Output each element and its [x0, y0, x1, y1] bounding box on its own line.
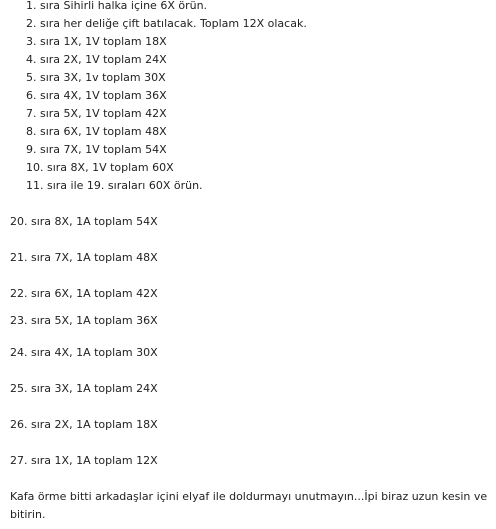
instruction-row: 25. sıra 3X, 1A toplam 24X	[10, 382, 158, 395]
instruction-row: 24. sıra 4X, 1A toplam 30X	[10, 346, 158, 359]
list-item: 3. sıra 1X, 1V toplam 18X	[26, 35, 167, 48]
list-item: 7. sıra 5X, 1V toplam 42X	[26, 107, 167, 120]
instruction-row: 20. sıra 8X, 1A toplam 54X	[10, 215, 158, 228]
list-item: 4. sıra 2X, 1V toplam 24X	[26, 53, 167, 66]
list-item: 9. sıra 7X, 1V toplam 54X	[26, 143, 167, 156]
closing-note: Kafa örme bitti arkadaşlar içini elyaf ile doldurmayı unutmayın...İpi biraz uzun kesin ve bitirin.	[10, 490, 488, 521]
list-item: 10. sıra 8X, 1V toplam 60X	[26, 161, 174, 174]
list-item: 8. sıra 6X, 1V toplam 48X	[26, 125, 167, 138]
instruction-row: 21. sıra 7X, 1A toplam 48X	[10, 251, 158, 264]
instruction-row: 27. sıra 1X, 1A toplam 12X	[10, 454, 158, 467]
list-item: 11. sıra ile 19. sıraları 60X örün.	[26, 179, 203, 192]
list-item: 1. sıra Sihirli halka içine 6X örün.	[26, 0, 208, 12]
instruction-row: 23. sıra 5X, 1A toplam 36X	[10, 314, 158, 327]
list-item: 2. sıra her deliğe çift batılacak. Toplam 12X olacak.	[26, 17, 307, 30]
list-item: 5. sıra 3X, 1v toplam 30X	[26, 71, 166, 84]
instruction-row: 22. sıra 6X, 1A toplam 42X	[10, 287, 158, 300]
instruction-row: 26. sıra 2X, 1A toplam 18X	[10, 418, 158, 431]
list-item: 6. sıra 4X, 1V toplam 36X	[26, 89, 167, 102]
